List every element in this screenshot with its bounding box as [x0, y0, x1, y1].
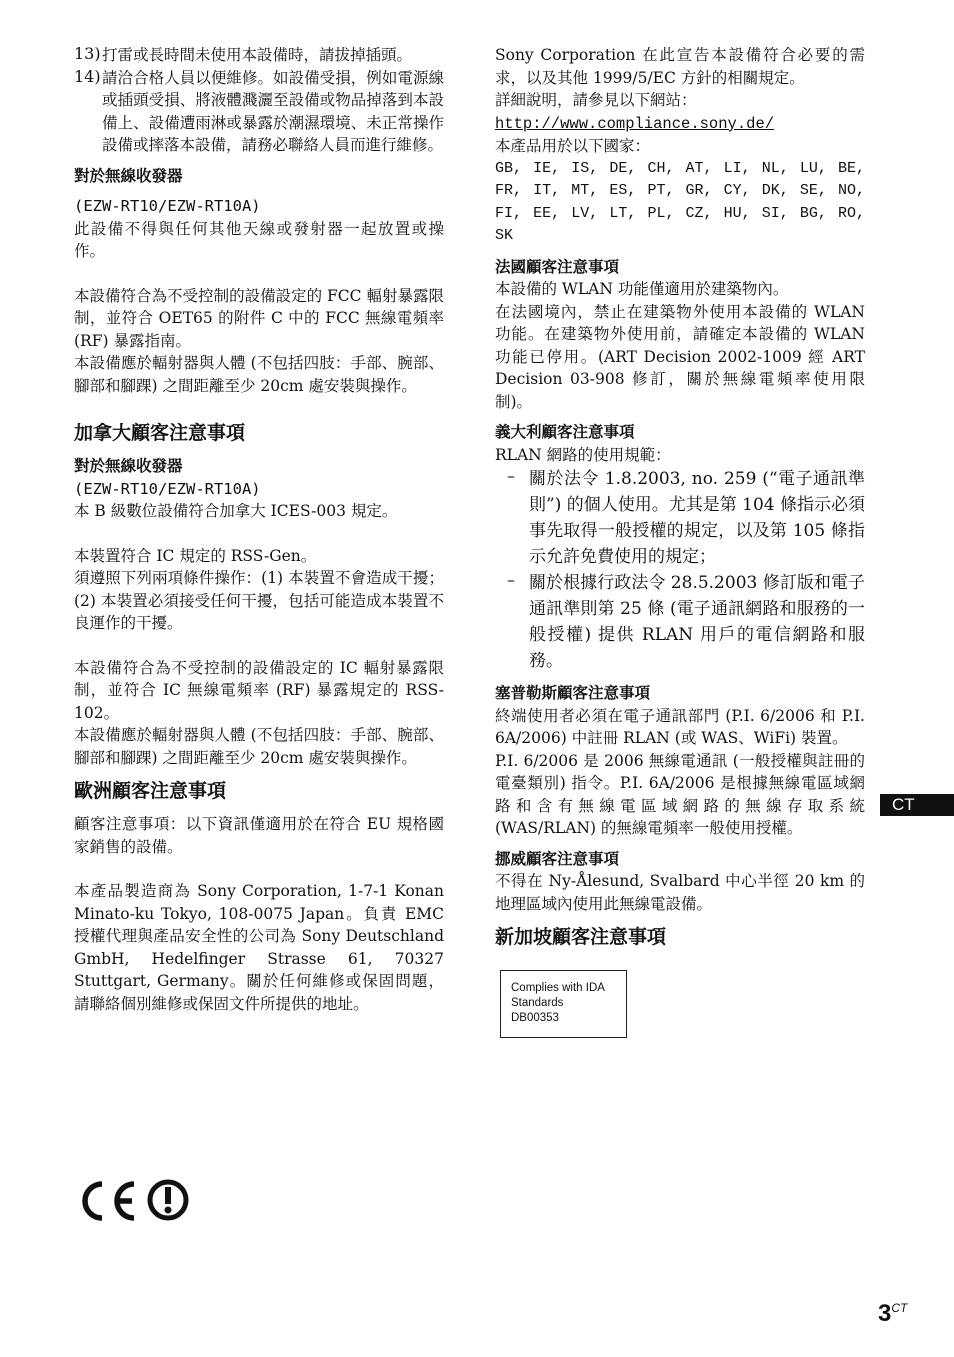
paragraph: 此設備不得與任何其他天線或發射器一起放置或操作。 [74, 219, 444, 260]
page-number: $3^{CT}$ [878, 1300, 908, 1327]
wireless-heading: 對於無線收發器 [74, 166, 183, 185]
list-item [495, 570, 865, 674]
paragraph: 本設備的 WLAN 功能僅適用於建築物內。 [495, 280, 789, 298]
france-heading: 法國顧客注意事項 [495, 257, 620, 276]
cyprus-heading: 塞普勒斯顧客注意事項 [495, 684, 651, 702]
ida-line: DB00353 [511, 1012, 559, 1024]
dash-bullet: – [507, 570, 515, 589]
ida-line: Complies with IDA [511, 982, 605, 994]
country-list: GB, IE, IS, DE, CH, AT, LI, NL, LU, BE, FR, IT, MT, ES, PT, GR, CY, DK, SE, NO, FI, EE, LV, LT, PL, CZ, HU, SI, BG, RO, SK [495, 159, 865, 244]
paragraph: 本設備符合為不受控制的設備設定的 IC 輻射暴露限制，並符合 IC 無線電頻率 (RF) 暴露規定的 RSS-102。 [74, 658, 444, 722]
language-tab: CT [880, 794, 954, 816]
section-heading-singapore: 新加坡顧客注意事項 [495, 926, 667, 948]
paragraph: 不得在 Ny-Ålesund, Svalbard 中心半徑 20 km 的地理區域內使用此無線電設備。 [495, 872, 865, 913]
norway-heading: 挪威顧客注意事項 [495, 849, 620, 868]
wireless-heading: 對於無線收發器 [74, 457, 183, 475]
ida-compliance-box [500, 970, 627, 1038]
paragraph: 顧客注意事項：以下資訊僅適用於在符合 EU 規格國家銷售的設備。 [74, 815, 444, 856]
paragraph: 在法國境內，禁止在建築物外使用本設備的 WLAN 功能。在建築物外使用前，請確定本設備的 WLAN 功能已停用。(ART Decision 2002-1009 經 ART Decision 03-908 修訂，關於無線電頻率使用限制)。 [495, 302, 865, 411]
section-heading-europe: 歐洲顧客注意事項 [74, 780, 227, 802]
right-column [495, 44, 865, 951]
paragraph: RLAN 網路的使用規範： [495, 445, 671, 464]
paragraph: 本產品製造商為 Sony Corporation, 1-7-1 Konan Minato-ku Tokyo, 108-0075 Japan。負責 EMC 授權代理與產品安全性的公司為 Sony Deutschland GmbH, Hedelfinger Strasse 61, 70327 Stuttgart, Germany。關於任何維修或保固問題，請聯絡個別維修或保固文件所提供的地址。 [74, 882, 444, 1013]
paragraph: 本裝置符合 IC 規定的 RSS-Gen。 [74, 546, 317, 565]
paragraph: 本設備應於輻射器與人體 (不包括四肢：手部、腕部、腳部和腳踝) 之間距離至少 20cm 處安裝與操作。 [74, 726, 444, 767]
item-text: 關於根據行政法令 28.5.2003 修訂版和電子通訊準則第 25 條 (電子通訊網路和服務的一般授權) 提供 RLAN 用戶的電信網路和服務。 [529, 573, 865, 671]
paragraph: P.I. 6/2006 是 2006 無線電通訊 (一般授權與註冊的電臺類別) 指令。P.I. 6A/2006 是根據無線電區域網路和含有無線電區域網路的無線存取系統 (WAS/RLAN) 的無線電頻率一般使用授權。 [495, 751, 865, 837]
item-text: 請洽合格人員以便維修。如設備受損，例如電源線或插頭受損、將液體濺灑至設備或物品掉落到本設備上、設備遭雨淋或暴露於潮濕環境、未正常操作設備或摔落本設備，請務必聯絡人員而進行維修。 [102, 68, 444, 154]
compliance-link[interactable]: http://www.compliance.sony.de/ [495, 114, 775, 133]
list-item [495, 466, 865, 570]
ida-line: Standards [511, 997, 564, 1009]
paragraph: 須遵照下列兩項條件操作：(1) 本裝置不會造成干擾；(2) 本裝置必須接受任何干擾，包括可能造成本裝置不良運作的干擾。 [74, 569, 444, 632]
italy-heading: 義大利顧客注意事項 [495, 423, 635, 441]
item-text: 關於法令 1.8.2003, no. 259 (“電子通訊準則”) 的個人使用。尤其是第 104 條指示必須事先取得一般授權的規定，以及第 105 條指示允許免費使用的規定； [529, 469, 865, 567]
left-column [74, 44, 444, 1015]
paragraph: 本產品用於以下國家： [495, 137, 651, 155]
ce-mark-icon [85, 1184, 134, 1218]
paragraph: 本設備應於輻射器與人體 (不包括四肢：手部、腕部、腳部和腳踝) 之間距離至少 20cm 處安裝與操作。 [74, 354, 444, 395]
certification-marks [76, 1178, 196, 1224]
dash-bullet: – [507, 466, 515, 485]
paragraph: 本設備符合為不受控制的設備設定的 FCC 輻射暴露限制，並符合 OET65 的附件 C 中的 FCC 無線電頻率 (RF) 暴露指南。 [74, 286, 444, 350]
section-heading-canada: 加拿大顧客注意事項 [74, 422, 246, 444]
item-number: 14) [74, 66, 101, 86]
paragraph: 本 B 級數位設備符合加拿大 ICES-003 規定。 [74, 502, 398, 520]
paragraph: 終端使用者必須在電子通訊部門 (P.I. 6/2006 和 P.I. 6A/2006) 中註冊 RLAN (或 WAS、WiFi) 裝置。 [495, 706, 865, 747]
alert-mark-icon [150, 1182, 186, 1218]
list-item-14 [74, 67, 444, 157]
model-label: (EZW-RT10/EZW-RT10A) [74, 479, 261, 498]
paragraph: 詳細說明，請參見以下網站： [495, 91, 697, 109]
paragraph: Sony Corporation 在此宣告本設備符合必要的需求，以及其他 1999/5/EC 方針的相關規定。 [495, 46, 865, 87]
item-text: 打雷或長時間未使用本設備時，請拔掉插頭。 [102, 46, 413, 64]
model-label: (EZW-RT10/EZW-RT10A) [74, 197, 261, 215]
list-item-13 [74, 44, 444, 67]
item-number: 13) [74, 44, 101, 63]
